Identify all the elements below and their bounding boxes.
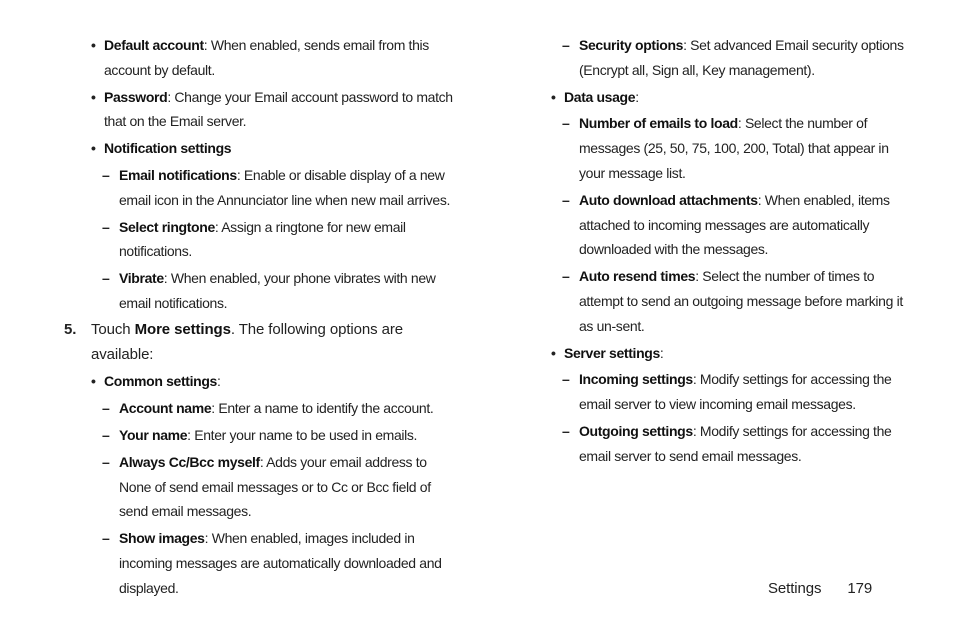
dash-emails-to-load: – Number of emails to load: Select the number of messages (25, 50, 75, 100, 200, Total) that appear in your message list. [548,111,908,185]
dash-account-name: – Account name: Enter a name to identify the account. [88,396,458,421]
bullet-common-settings: • Common settings: [88,369,458,394]
bullet-password: • Password: Change your Email account password to match that on the Email server. [88,85,458,135]
step-number: 5. [64,320,77,338]
dash-select-ringtone: – Select ringtone: Assign a ringtone for new email notifications. [88,215,458,265]
step-5: 5. Touch More settings. The following options are available: [88,318,458,368]
dash-auto-download: – Auto download attachments: When enabled, items attached to incoming messages are automatically downloaded with the messages. [548,188,908,262]
dash-your-name: – Your name: Enter your name to be used in emails. [88,423,458,448]
dash-incoming-settings: – Incoming settings: Modify settings for accessing the email server to view incoming email messages. [548,367,908,417]
dash-show-images: – Show images: When enabled, images included in incoming messages are automatically downloaded and displayed. [88,526,458,600]
bullet-notification-settings: • Notification settings [88,136,458,161]
dash-outgoing-settings: – Outgoing settings: Modify settings for accessing the email server to send email messages. [548,419,908,469]
footer-section-title: Settings [768,580,822,597]
bullet-data-usage: • Data usage: [548,85,908,110]
page-number: 179 [847,580,873,597]
dash-always-cc-bcc: – Always Cc/Bcc myself: Adds your email address to None of send email messages or to Cc or Bcc field of send email messages. [88,450,458,524]
dash-security-options: – Security options: Set advanced Email security options (Encrypt all, Sign all, Key management). [548,33,908,83]
right-column [548,33,908,471]
dash-email-notifications: – Email notifications: Enable or disable display of a new email icon in the Annunciator line when new mail arrives. [88,163,458,213]
bullet-default-account: • Default account: When enabled, sends email from this account by default. [88,33,458,83]
page-footer [768,578,872,600]
dash-auto-resend: – Auto resend times: Select the number of times to attempt to send an outgoing message before marking it as un-sent. [548,264,908,338]
bullet-server-settings: • Server settings: [548,341,908,366]
left-column [64,33,458,603]
dash-vibrate: – Vibrate: When enabled, your phone vibrates with new email notifications. [88,266,458,316]
